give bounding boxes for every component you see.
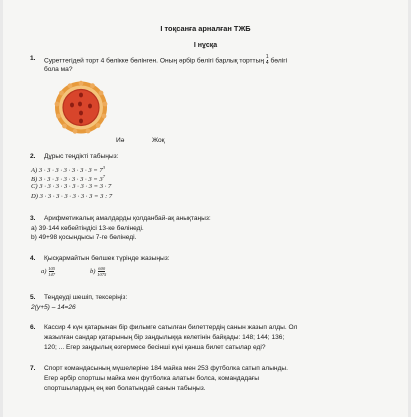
q4-part-b	[90, 266, 106, 278]
q1-frac-num: 1	[265, 54, 269, 60]
q4-b-fraction	[97, 266, 106, 277]
q4-title: Қысқармайтын бөлшек түрінде жазыңыз:	[44, 255, 170, 262]
q5-equation: 2(y+5) – 14=26	[31, 304, 76, 311]
option-label: A)	[31, 167, 38, 175]
q1-text-line1	[44, 55, 287, 66]
q6-line1: Кассир 4 күн қатарынан бір фильмге сатылған билеттердің санын жазып алды. Ол	[44, 324, 298, 331]
q1-text-b: бөлігі	[270, 57, 288, 65]
q2-title: Дұрыс теңдікті табыңыз:	[44, 153, 119, 160]
q3-part-b: b) 49+98 қосындысы 7-ге бөлінеді.	[31, 234, 137, 241]
option-label: C)	[31, 183, 38, 190]
q6-line3: 120; ... Егер заңдылық өзгермесе бесінші күні қанша билет сатылар еді?	[44, 344, 266, 351]
q7-line1: Спорт командасының мүшелеріне 184 майка мен 253 футболка сатып алынды.	[44, 365, 288, 372]
option-expression: 3 · 3 · 3 · 3 · 3 · 3 · 3 = 3 · 7	[39, 183, 112, 190]
q7-number: 7.	[30, 365, 36, 372]
q5-title: Теңдеуді шешіп, тексеріңіз:	[44, 294, 128, 301]
q1-text-line2: бола ма?	[44, 66, 73, 73]
q6-line2: жазылған сандар қатарының бір заңдылыққа келетінін байқады: 148; 144; 136;	[44, 334, 285, 341]
q6-number: 6.	[30, 324, 36, 331]
q3-part-a: a) 39·144 көбейтіндісі 13-ке бөлінеді.	[31, 225, 144, 232]
q3-number: 3.	[30, 215, 36, 222]
q2-option-d[interactable]	[31, 193, 112, 201]
variant-label: I нұсқа	[193, 42, 218, 49]
q3-title: Арифметикалық амалдарды қолданбай-ақ анықтаңыз:	[44, 215, 211, 222]
option-expression: 3 · 3 · 3 · 3 · 3 · 3 · 3 = 3 : 7	[39, 193, 113, 200]
option-label: D)	[31, 193, 38, 200]
option-exponent: 3	[102, 165, 105, 170]
q2-number: 2.	[30, 153, 36, 160]
fraction-denominator: 147	[48, 272, 56, 277]
q1-fraction	[266, 55, 269, 66]
q4-a-fraction	[48, 266, 55, 277]
pie-with-cherries-image	[53, 80, 109, 135]
q1-number: 1.	[30, 55, 36, 62]
worksheet-title: I тоқсанға арналған ТЖБ	[160, 24, 251, 33]
q2-option-c[interactable]	[31, 183, 111, 191]
q1-text-a: Суреттегідей торт 4 бөлікке бөлінген. Оның әрбір бөлігі барлық торттың	[44, 57, 264, 65]
q4-a-label: a)	[41, 268, 47, 276]
q1-option-no[interactable]: Жоқ	[152, 137, 165, 144]
option-expression: 3 · 3 · 3 · 3 · 3 · 3 · 3 = 3	[38, 176, 103, 184]
option-exponent: 7	[102, 174, 105, 179]
option-label: B)	[31, 176, 38, 184]
q7-line3: спортшылардың ең көп болатындай санын табыңыз.	[44, 385, 206, 392]
q1-option-yes[interactable]: Иә	[116, 137, 125, 144]
fraction-numerator: 105	[48, 266, 56, 271]
option-expression: 3 · 3 · 3 · 3 · 3 · 3 · 3 = 7	[38, 167, 103, 175]
fraction-numerator: 600	[98, 266, 106, 271]
q7-line2: Егер әрбір спортшы майка мен футболка алатын болса, командадағы	[44, 375, 259, 382]
q5-number: 5.	[30, 294, 36, 301]
q4-part-a	[41, 266, 55, 278]
worksheet-page	[3, 0, 408, 417]
q4-b-label: b)	[90, 268, 96, 276]
q4-number: 4.	[30, 255, 36, 262]
fraction-denominator: 1075	[97, 272, 107, 277]
q1-frac-den: 4	[265, 60, 269, 66]
